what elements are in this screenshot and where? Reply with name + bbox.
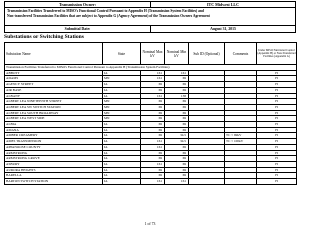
page-number: 1 of 73: [144, 222, 156, 226]
submittal-date-value: August 31, 2015: [210, 27, 236, 31]
cell-state: IA: [103, 139, 141, 145]
cell-appendix: H: [257, 93, 297, 99]
cell-appendix: H: [257, 104, 297, 110]
cell-nominal-max: 161: [141, 70, 165, 76]
cell-state: MN: [103, 116, 141, 122]
cell-state: IA: [103, 150, 141, 156]
cell-appendix: H: [257, 173, 297, 179]
cell-substation-name: ALBERT LEA SW SWITCH STATION: [5, 104, 103, 110]
cell-substation-name: BARTON SWITCH STATION: [5, 179, 103, 185]
cell-comments: TC < 100kV: [225, 139, 257, 145]
cell-substation-name: AGENCY STREET: [5, 82, 103, 88]
cell-appendix: H: [257, 110, 297, 116]
cell-substation-name: BARELLA: [5, 173, 103, 179]
cell-comments: TC < 69kV: [225, 133, 257, 139]
owner-label: Transmission Owner:: [5, 2, 151, 7]
cell-appendix: H: [257, 70, 297, 76]
cell-nominal-max: 161: [141, 139, 165, 145]
cell-substation-name: AMES TRANSMISSION: [5, 139, 103, 145]
cell-nominal-min: 69: [165, 173, 189, 179]
cell-nominal-max: 69: [141, 122, 165, 128]
cell-state: IA: [103, 167, 141, 173]
owner-row: [4, 1, 296, 8]
cell-state: MN: [103, 104, 141, 110]
cell-state: IA: [103, 156, 141, 162]
cell-nominal-min: 69: [165, 161, 189, 167]
cell-nominal-min: 161: [165, 179, 189, 185]
col-header-appendix: Under MISO Functional Control (Appendix H) or Non-Transferred Facilities (Appendix G): [257, 43, 297, 65]
cell-substation-name: ALBERT LEA SOUTH BROADWAY: [5, 110, 103, 116]
cell-nominal-min: 34.5: [165, 133, 189, 139]
cell-nominal-min: 69: [165, 116, 189, 122]
cell-appendix: H: [257, 179, 297, 185]
cell-appendix: H: [257, 127, 297, 133]
cell-nominal-min: 138: [165, 93, 189, 99]
cell-substation-name: ALBANY: [5, 93, 103, 99]
cell-appendix: H: [257, 156, 297, 162]
col-header-comments: Comments: [225, 43, 257, 65]
cell-nominal-max: 69: [141, 133, 165, 139]
cell-nominal-max: 161: [141, 76, 165, 82]
cell-appendix: H: [257, 87, 297, 93]
cell-appendix: H: [257, 167, 297, 173]
cell-nominal-min: 69: [165, 122, 189, 128]
cell-nominal-min: 69: [165, 127, 189, 133]
cell-state: IA: [103, 87, 141, 93]
table-row: [5, 179, 297, 185]
cell-nominal-max: 69: [141, 104, 165, 110]
cell-substation-name: ABBOTT: [5, 70, 103, 76]
section-title: Substations or Switching Stations: [4, 34, 84, 40]
cell-nominal-max: 69: [141, 150, 165, 156]
cell-appendix: H: [257, 150, 297, 156]
cell-state: IA: [103, 133, 141, 139]
cell-substation-name: AMANA: [5, 127, 103, 133]
cell-state: IA: [103, 122, 141, 128]
title-line-1: Transmission Facilities Transferred to MISO's Functional Control Pursuant to Appendix H (Transmission System Facilities) and: [7, 9, 204, 13]
cell-state: IA: [103, 144, 141, 150]
cell-appendix: H: [257, 161, 297, 167]
cell-comments: [225, 179, 257, 185]
cell-substation-name: ARMSTRONG GROVE: [5, 156, 103, 162]
cell-substation-name: AIR BASE: [5, 87, 103, 93]
cell-state: IA: [103, 82, 141, 88]
cell-nominal-min: 69: [165, 99, 189, 105]
cell-nominal-min: 161: [165, 70, 189, 76]
col-header-name: Substation Name: [5, 43, 103, 65]
submittal-date-label: Submittal Date:: [5, 26, 151, 32]
table-header-row: [5, 43, 297, 65]
cell-state: IA: [103, 93, 141, 99]
cell-nominal-max: 69: [141, 127, 165, 133]
cell-appendix: H: [257, 99, 297, 105]
cell-nominal-max: 69: [141, 87, 165, 93]
cell-nominal-max: 69: [141, 173, 165, 179]
col-header-state: State: [103, 43, 141, 65]
cell-state: IA: [103, 161, 141, 167]
cell-state: MN: [103, 110, 141, 116]
cell-nominal-max: 161: [141, 144, 165, 150]
cell-appendix: H: [257, 76, 297, 82]
cell-appendix: H: [257, 139, 297, 145]
cell-state: IA: [103, 173, 141, 179]
cell-nominal-min: 69: [165, 104, 189, 110]
title-line-2: Non-transferred Transmission Facilities that are subject to Appendix G (Agency Agreement) of the Transmission Owners Agreement: [7, 13, 210, 18]
cell-nominal-min: 34.5: [165, 139, 189, 145]
cell-substation-name: AURORA HEIGHTS: [5, 167, 103, 173]
cell-nominal-min: 69: [165, 167, 189, 173]
cell-nominal-min: 69: [165, 156, 189, 162]
cell-nominal-min: 69: [165, 82, 189, 88]
cell-state: IA: [103, 70, 141, 76]
cell-substation-name: ASBURY: [5, 161, 103, 167]
cell-substation-name: AMBER CREAMERY: [5, 133, 103, 139]
cell-nominal-max: 69: [141, 116, 165, 122]
cell-nominal-min: 69: [165, 150, 189, 156]
cell-state: IA: [103, 179, 141, 185]
cell-nominal-min: 69: [165, 110, 189, 116]
cell-nominal-max: 69: [141, 167, 165, 173]
cell-nominal-max: 161: [141, 93, 165, 99]
cell-sub-id: [189, 179, 225, 185]
cell-appendix: H: [257, 116, 297, 122]
cell-nominal-min: 69: [165, 144, 189, 150]
cell-state: MN: [103, 99, 141, 105]
cell-nominal-max: 69: [141, 99, 165, 105]
cell-appendix: H: [257, 144, 297, 150]
col-header-nominal-min: Nominal Min kV: [165, 43, 189, 65]
cell-nominal-max: 161: [141, 179, 165, 185]
cell-state: IA: [103, 127, 141, 133]
cell-appendix: H: [257, 133, 297, 139]
document-title: [4, 8, 296, 26]
cell-substation-name: ALBIA: [5, 122, 103, 128]
cell-substation-name: ARMSTRONG: [5, 150, 103, 156]
cell-state: MN: [103, 76, 141, 82]
cell-substation-name: ADAMS: [5, 76, 103, 82]
col-header-nominal-max: Nominal Max kV: [141, 43, 165, 65]
cell-nominal-min: 69: [165, 87, 189, 93]
cell-nominal-max: 161: [141, 161, 165, 167]
cell-nominal-max: 69: [141, 82, 165, 88]
substation-table: [4, 42, 297, 185]
owner-value: ITC Midwest LLC: [206, 2, 239, 7]
cell-appendix: H: [257, 122, 297, 128]
cell-appendix: H: [257, 82, 297, 88]
cell-nominal-max: 69: [141, 156, 165, 162]
submittal-date-row: [4, 26, 296, 33]
col-header-sub-id: Sub ID (Optional): [189, 43, 225, 65]
cell-substation-name: ALBERT LEA WEST SIDE: [5, 116, 103, 122]
cell-substation-name: ALBERT LEA NINETEENTH STREET: [5, 99, 103, 105]
cell-substation-name: APPANOOSE COUNTY: [5, 144, 103, 150]
cell-nominal-min: 69: [165, 76, 189, 82]
band-label: Transmission Facilities Transferred to MISO's Functional Control Pursuant to Appendix H (Transmission System Facilities): [5, 65, 297, 71]
cell-nominal-max: 69: [141, 110, 165, 116]
